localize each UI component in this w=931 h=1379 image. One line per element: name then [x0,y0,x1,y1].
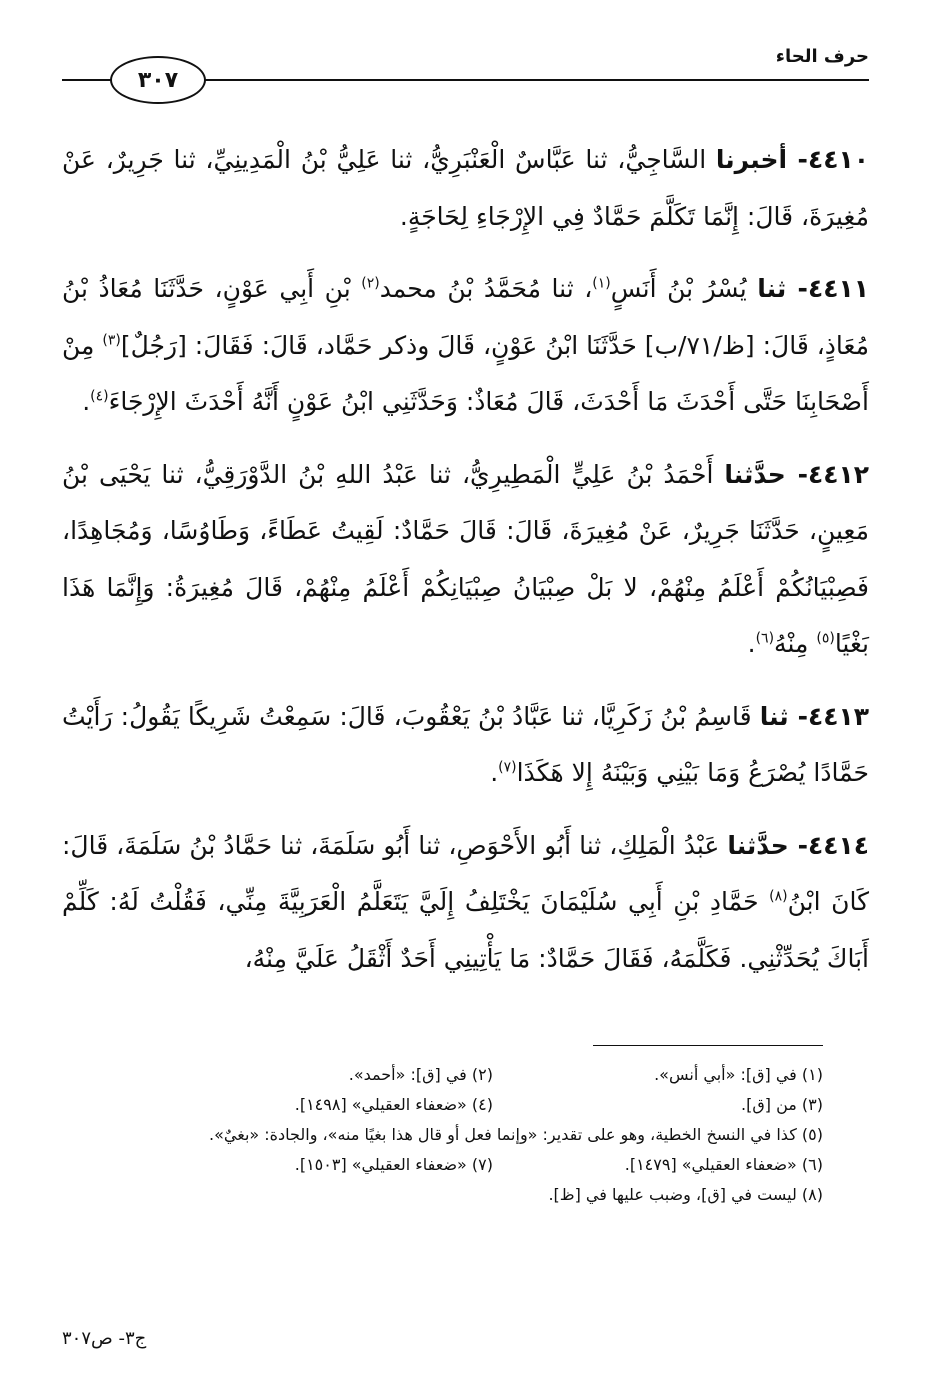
footnote-row [70,1180,823,1210]
entry-text: يُسْرُ بْنُ أَنَسٍ [610,274,747,303]
entry-text: . [82,387,91,416]
footnote-1: (١) في [ق]: «أبي أنس». [654,1065,823,1084]
footnote-marker: (٥) [816,630,835,647]
entry-lead: ثنا [759,701,789,731]
chapter-title: حرف الحاء [775,46,869,67]
footnote-marker: (٤) [90,388,109,405]
entry-4410: ٤٤١٠- أخبرنا السَّاجِيُّ، ثنا عَبَّاسٌ الْعَنْبَرِيُّ، ثنا عَلِيُّ بْنُ الْمَدِينِيِّ، ثنا جَرِيرٌ، عَنْ مُغِيرَةَ، قَالَ: إِنَّمَا تَكَلَّمَ حَمَّادٌ فِي الإِرْجَاءِ لِحَاجَةٍ. [62,145,869,231]
entry-lead: حدَّثنا [727,830,789,860]
main-text [62,132,869,1003]
footnote-3: (٣) من [ق]. [741,1095,823,1114]
entry-number: ٤٤١٤ [807,830,869,860]
entry-text: حَمَّادِ بْنِ أَبِي سُلَيْمَانَ يَخْتَلِفُ إِلَيَّ يَتَعَلَّمُ الْعَرَبِيَّةَ مِنِّي، فَقُلْتُ لَهُ: كَلِّمْ أَبَاكَ يُحَدِّثْنِي. فَكَلَّمَهُ، فَقَالَ حَمَّادٌ: مَا يَأْتِينِي أَحَدٌ أَثْقَلُ عَلَيَّ مِنْهُ، [62,887,869,973]
footnotes [70,1060,823,1210]
footnote-6: (٦) «ضعفاء العقيلي» [١٤٧٩]. [624,1155,823,1174]
entry-4411: ٤٤١١- ثنا يُسْرُ بْنُ أَنَسٍ$^{(١)}$، ثنا مُحَمَّدُ بْنُ محمد$^{(٢)}$ بْنِ أَبِي عَوْنٍ، حَدَّثَنَا مُعَاذُ بْنُ مُعَاذٍ، قَالَ: [ظ/٧١/ب] حَدَّثَنَا ابْنُ عَوْنٍ، قَالَ وذكر حَمَّاد، قَالَ: فَقَالَ: [رَجُلٌ]$^{(٣)}$ مِنْ أَصْحَابِنَا حَتَّى أَحْدَثَ مَا أَحْدَثَ، قَالَ مُعَاذٌ: وَحَدَّثَنِي ابْنُ عَوْنٍ أَنَّهُ أَحْدَثَ الإِرْجَاءَ$^{(٤)}$. [62,274,870,416]
footnote-marker: (٧) [498,759,517,776]
entry-text: ، ثنا مُحَمَّدُ بْنُ محمد [379,274,593,303]
entry-4413: ٤٤١٣- ثنا قَاسِمُ بْنُ زَكَرِيَّا، ثنا عَبَّادُ بْنُ يَعْقُوبَ، قَالَ: سَمِعْتُ شَرِيكًا يَقُولُ: رَأَيْتُ حَمَّادًا يُصْرَعُ وَمَا بَيْنِي وَبَيْنَهُ إِلا هَكَذَا$^{(٧)}$. [62,701,870,787]
entry-text: بْنِ أَبِي عَوْنٍ، حَدَّثَنَا مُعَاذُ بْنُ مُعَاذٍ، قَالَ: [ظ/٧١/ب] حَدَّثَنَا ابْنُ عَوْنٍ، قَالَ وذكر حَمَّاد، قَالَ: فَقَالَ: [رَجُلٌ] [62,274,870,360]
footnote-marker: (٢) [361,275,380,292]
footnote-8: (٨) ليست في [ق]، وضبب عليها في [ظ]. [548,1185,823,1204]
entry-lead: حدَّثنا [724,459,786,489]
entry-number: ٤٤١٣ [807,701,870,731]
footnote-row [70,1060,823,1090]
footnote-5: (٥) كذا في النسخ الخطية، وهو على تقدير: «وإنما فعل أو قال هذا بغيًا منه»، والجادة: «بغيٌ». [209,1125,823,1144]
entry-4414: ٤٤١٤- حدَّثنا عَبْدُ الْمَلِكِ، ثنا أَبُو الأَحْوَصِ، ثنا أَبُو سَلَمَةَ، ثنا حَمَّادُ بْنُ سَلَمَةَ، قَالَ: كَانَ ابْنُ$^{(٨)}$ حَمَّادِ بْنِ أَبِي سُلَيْمَانَ يَخْتَلِفُ إِلَيَّ يَتَعَلَّمُ الْعَرَبِيَّةَ مِنِّي، فَقُلْتُ لَهُ: كَلِّمْ أَبَاكَ يُحَدِّثْنِي. فَكَلَّمَهُ، فَقَالَ حَمَّادٌ: مَا يَأْتِينِي أَحَدٌ أَثْقَلُ عَلَيَّ مِنْهُ، [62,830,869,973]
entry-text: قَاسِمُ بْنُ زَكَرِيَّا، ثنا عَبَّادُ بْنُ يَعْقُوبَ، قَالَ: سَمِعْتُ شَرِيكًا يَقُولُ: رَأَيْتُ حَمَّادًا يُصْرَعُ وَمَا بَيْنِي وَبَيْنَهُ إِلا هَكَذَا [62,701,869,787]
entry-text: السَّاجِيُّ، ثنا عَبَّاسٌ الْعَنْبَرِيُّ، ثنا عَلِيُّ بْنُ الْمَدِينِيِّ، ثنا جَرِيرٌ، عَنْ مُغِيرَةَ، قَالَ: إِنَّمَا تَكَلَّمَ حَمَّادٌ فِي الإِرْجَاءِ لِحَاجَةٍ. [62,145,869,231]
entry-text: . [747,629,756,658]
footnote-marker: (٦) [755,630,775,647]
footnote-row [70,1150,823,1180]
footnote-2: (٢) في [ق]: «أحمد». [348,1065,493,1084]
footnote-7: (٧) «ضعفاء العقيلي» [١٥٠٣]. [294,1155,493,1174]
entry-text: . [490,758,499,787]
footnote-marker: (١) [592,275,611,292]
footnote-row [70,1120,823,1150]
entry-text: أَحْمَدُ بْنُ عَلِيٍّ الْمَطِيرِيُّ، ثنا عَبْدُ اللهِ بْنُ الدَّوْرَقِيُّ، ثنا يَحْيَى بْنُ مَعِينٍ، حَدَّثَنَا جَرِيرٌ، عَنْ مُغِيرَةَ، قَالَ: قَالَ حَمَّادٌ: لَقِيتُ عَطَاءً، وَطَاوُسًا، وَمُجَاهِدًا، فَصِبْيَانُكُمْ أَعْلَمُ مِنْهُمْ، لا بَلْ صِبْيَانُ صِبْيَانِكُمْ أَعْلَمُ مِنْهُمْ، قَالَ مُغِيرَةُ: وَإِنَّمَا هَذَا بَغْيًا [62,459,869,658]
entry-text: مِنْ أَصْحَابِنَا حَتَّى أَحْدَثَ مَا أَحْدَثَ، قَالَ مُعَاذٌ: وَحَدَّثَنِي ابْنُ عَوْنٍ أَنَّهُ أَحْدَثَ الإِرْجَاءَ [62,330,869,416]
footnote-row [70,1090,823,1120]
entry-lead: ثنا [757,274,787,303]
entry-number: ٤٤١٠ [807,145,869,174]
page-number: ٣٠٧ [137,67,179,93]
entry-text: عَبْدُ الْمَلِكِ، ثنا أَبُو الأَحْوَصِ، ثنا أَبُو سَلَمَةَ، ثنا حَمَّادُ بْنُ سَلَمَةَ، قَالَ: كَانَ ابْنُ [62,830,869,916]
volume-page-reference: ج٣- ص٣٠٧ [62,1328,147,1349]
page-number-badge [110,56,206,104]
entry-4412: ٤٤١٢- حدَّثنا أَحْمَدُ بْنُ عَلِيٍّ الْمَطِيرِيُّ، ثنا عَبْدُ اللهِ بْنُ الدَّوْرَقِيُّ، ثنا يَحْيَى بْنُ مَعِينٍ، حَدَّثَنَا جَرِيرٌ، عَنْ مُغِيرَةَ، قَالَ: قَالَ حَمَّادٌ: لَقِيتُ عَطَاءً، وَطَاوُسًا، وَمُجَاهِدًا، فَصِبْيَانُكُمْ أَعْلَمُ مِنْهُمْ، لا بَلْ صِبْيَانُ صِبْيَانِكُمْ أَعْلَمُ مِنْهُمْ، قَالَ مُغِيرَةُ: وَإِنَّمَا هَذَا بَغْيًا$^{(٥)}$ مِنْهُ$^{(٦)}$. [62,459,869,658]
entry-lead: أخبرنا [715,145,788,174]
entry-text: مِنْهُ [774,629,817,658]
entry-number: ٤٤١١ [807,274,869,303]
footnote-rule [593,1045,823,1046]
footnote-marker: (٨) [769,888,788,905]
footnote-4: (٤) «ضعفاء العقيلي» [١٤٩٨]. [294,1095,493,1114]
entry-number: ٤٤١٢ [807,459,869,489]
footnote-marker: (٣) [102,332,121,349]
